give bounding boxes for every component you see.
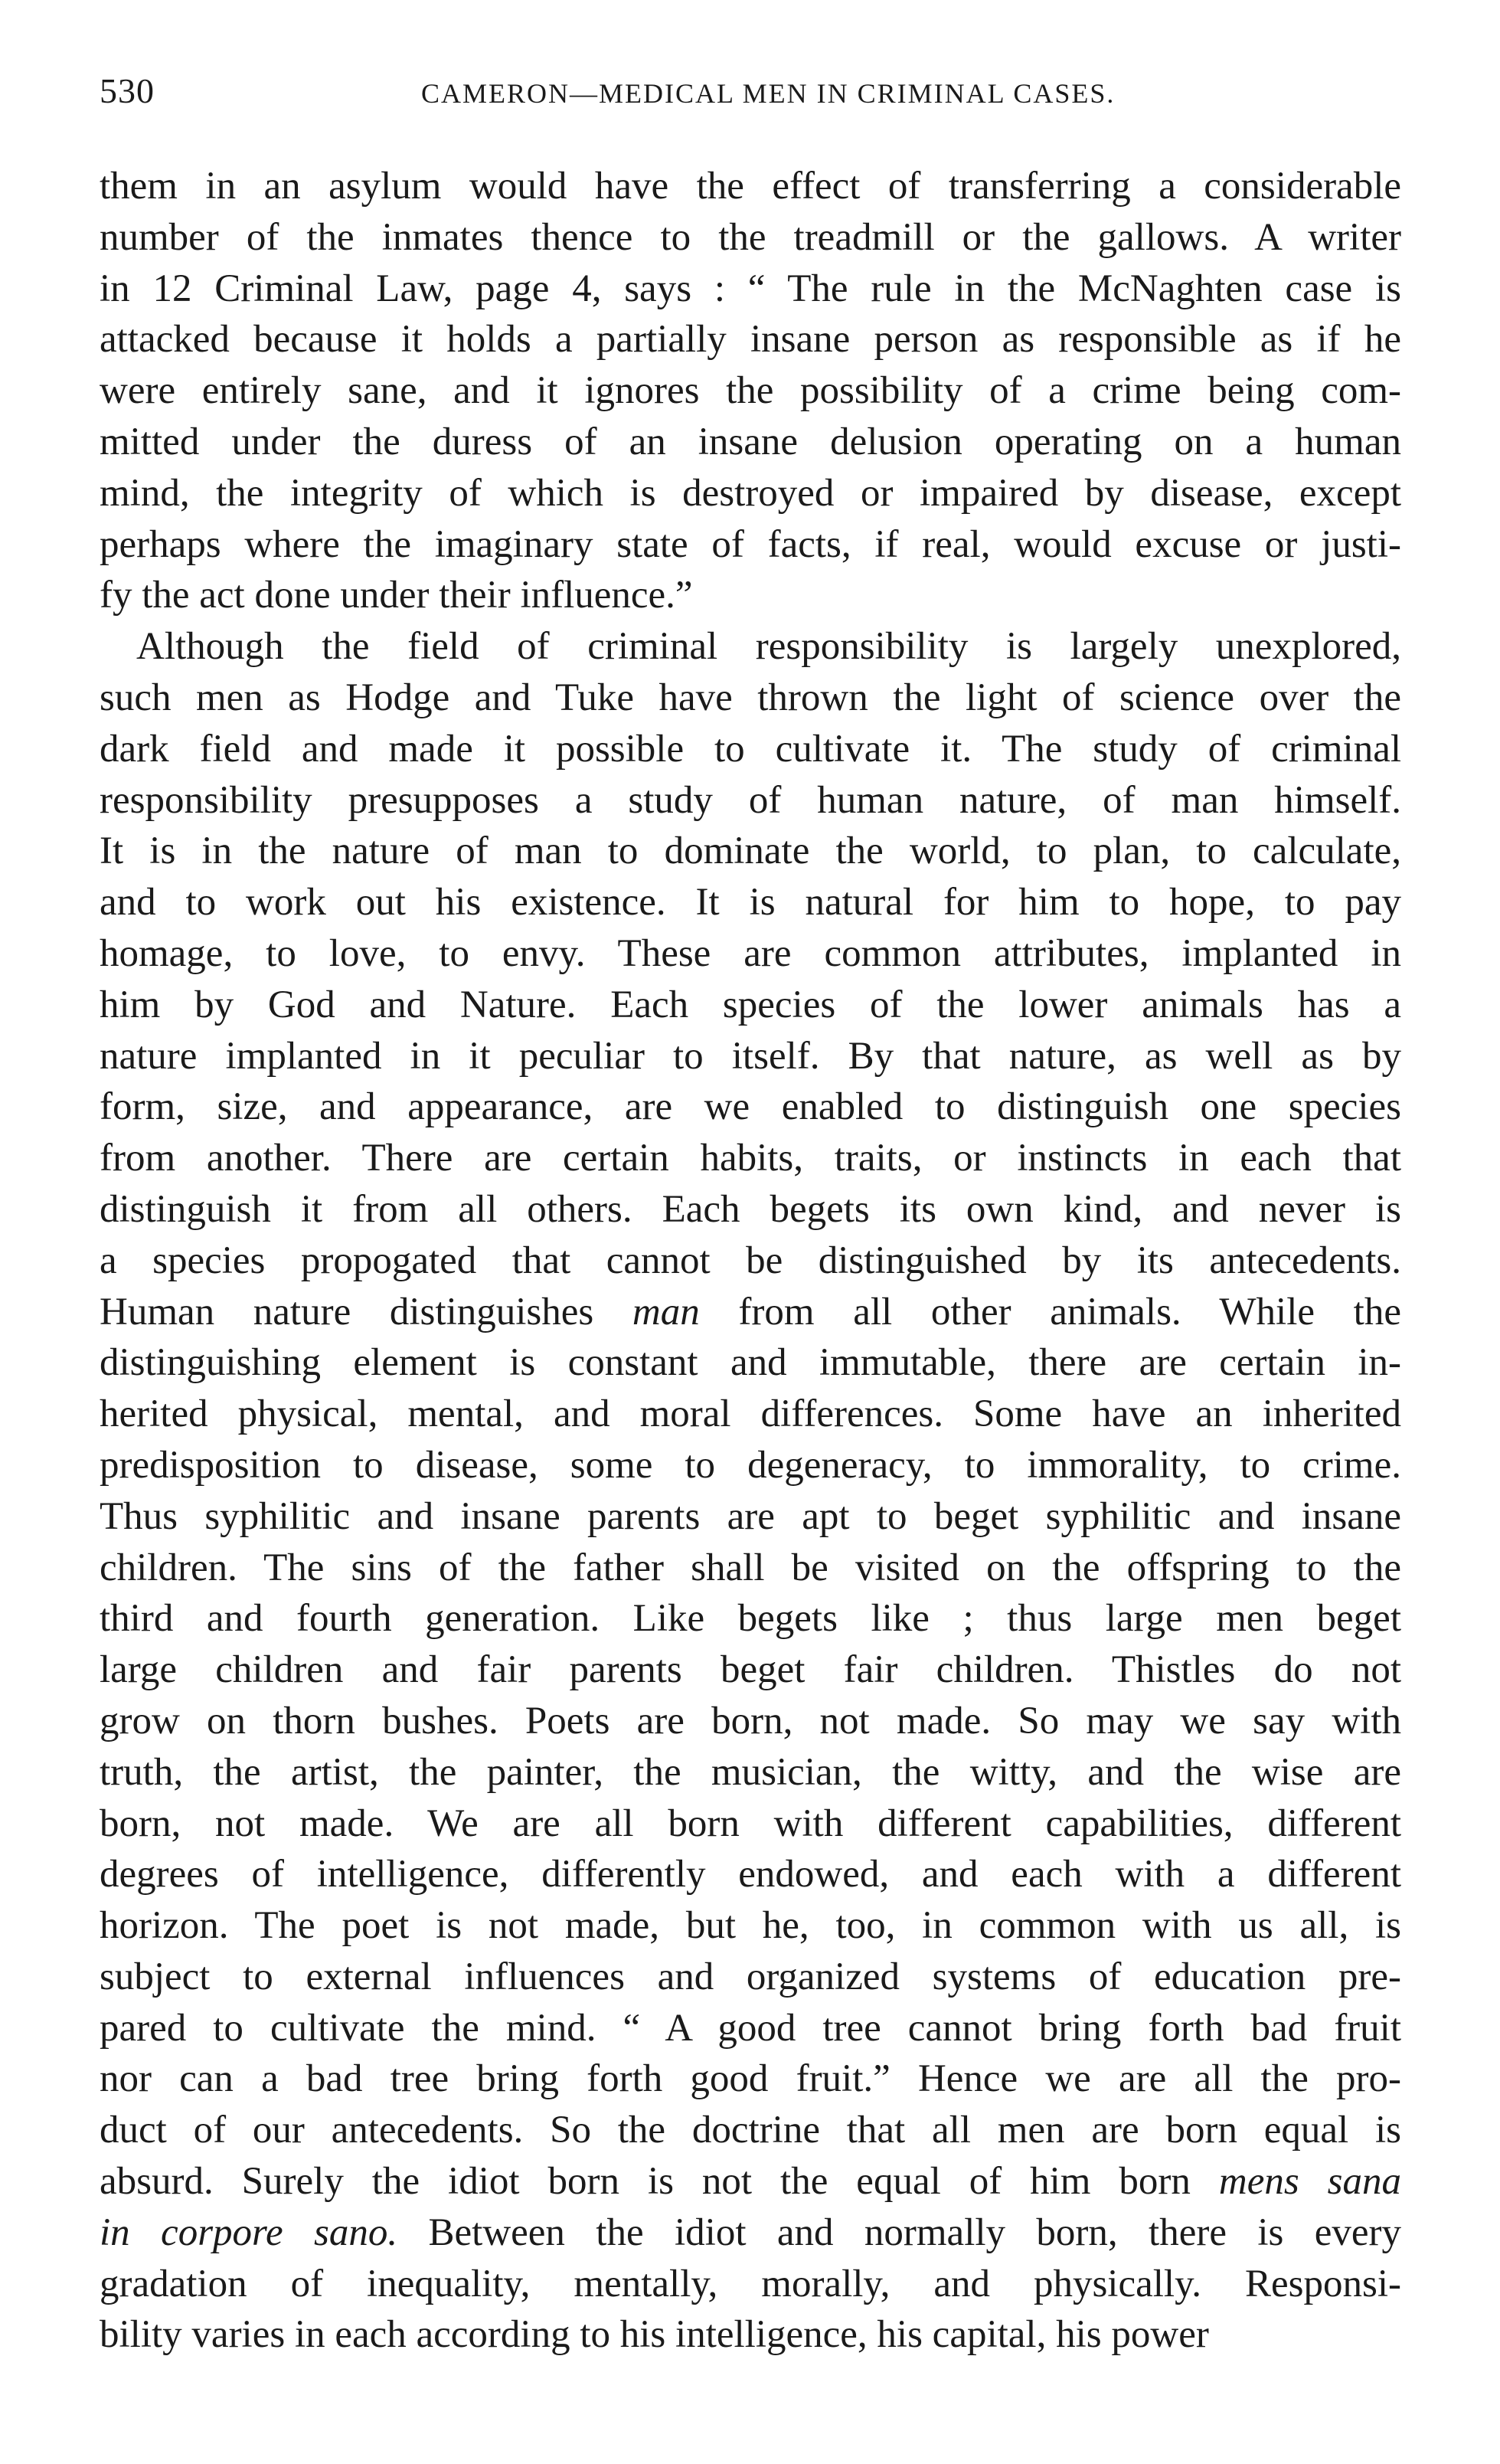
text-line: them in an asylum would have the effect of transferring a considerable <box>100 165 1401 208</box>
text-line: mind, the integrity of which is destroyed or impaired by disease, except <box>100 471 1401 515</box>
text-line: gradation of inequality, mentally, morally, and physically. Responsi- <box>100 2262 1401 2305</box>
text-line: herited physical, mental, and moral differences. Some have an inherited <box>100 1392 1401 1436</box>
body-text <box>100 161 1401 2361</box>
text-line: attacked because it holds a partially insane person as responsible as if he <box>100 318 1401 362</box>
text-line: him by God and Nature. Each species of the lower animals has a <box>100 983 1401 1026</box>
text-line: Although the field of criminal responsibility is largely unexplored, <box>136 625 1401 669</box>
text-line: fy the act done under their influence.” <box>100 574 693 617</box>
text-line: truth, the artist, the painter, the musician, the witty, and the wise are <box>100 1750 1401 1794</box>
text-line: Human nature distinguishes man from all other animals. While the <box>100 1290 1401 1333</box>
text-line: duct of our antecedents. So the doctrine that all men are born equal is <box>100 2109 1401 2152</box>
text-line: nature implanted in it peculiar to itself. By that nature, as well as by <box>100 1034 1401 1078</box>
text-line: nor can a bad tree bring forth good fruit.” Hence we are all the pro- <box>100 2057 1401 2101</box>
text-line: in 12 Criminal Law, page 4, says : “ The rule in the McNaghten case is <box>100 267 1401 310</box>
text-line: children. The sins of the father shall be visited on the offspring to the <box>100 1546 1401 1589</box>
text-line: responsibility presupposes a study of human nature, of man himself. <box>100 778 1401 822</box>
page-number: 530 <box>100 71 155 110</box>
text-line: It is in the nature of man to dominate the world, to plan, to calculate, <box>100 830 1401 873</box>
text-line: predisposition to disease, some to degeneracy, to immorality, to crime. <box>100 1443 1401 1487</box>
text-line: mitted under the duress of an insane delusion operating on a human <box>100 420 1401 463</box>
running-head <box>100 70 1340 116</box>
text-line: horizon. The poet is not made, but he, too, in common with us all, is <box>100 1904 1401 1948</box>
text-line: Thus syphilitic and insane parents are apt to beget syphilitic and insane <box>100 1494 1401 1538</box>
text-line: number of the inmates thence to the treadmill or the gallows. A writer <box>100 215 1401 259</box>
text-line: dark field and made it possible to cultivate it. The study of criminal <box>100 727 1401 771</box>
text-line: absurd. Surely the idiot born is not the equal of him born mens sana <box>100 2160 1401 2204</box>
text-line: third and fourth generation. Like begets like ; thus large men beget <box>100 1597 1401 1641</box>
text-line: in corpore sano. Between the idiot and normally born, there is every <box>100 2210 1401 2254</box>
text-line: such men as Hodge and Tuke have thrown the light of science over the <box>100 676 1401 719</box>
text-line: were entirely sane, and it ignores the possibility of a crime being com- <box>100 369 1401 413</box>
text-line: homage, to love, to envy. These are common attributes, implanted in <box>100 931 1401 975</box>
paragraph <box>100 621 1401 2361</box>
running-title: CAMERON—MEDICAL MEN IN CRIMINAL CASES. <box>421 78 1116 109</box>
text-line: distinguish it from all others. Each begets its own kind, and never is <box>100 1187 1401 1231</box>
text-line: from another. There are certain habits, traits, or instincts in each that <box>100 1137 1401 1180</box>
text-line: perhaps where the imaginary state of facts, if real, would excuse or justi- <box>100 522 1401 566</box>
text-line: and to work out his existence. It is natural for him to hope, to pay <box>100 881 1401 924</box>
text-line: grow on thorn bushes. Poets are born, not made. So may we say with <box>100 1699 1401 1742</box>
text-line: subject to external influences and organized systems of education pre- <box>100 1955 1401 1998</box>
text-line: degrees of intelligence, differently endowed, and each with a different <box>100 1853 1401 1896</box>
text-line: pared to cultivate the mind. “ A good tree cannot bring forth bad fruit <box>100 2006 1401 2050</box>
text-line: born, not made. We are all born with different capabilities, different <box>100 1801 1401 1845</box>
text-line: bility varies in each according to his intelligence, his capital, his power <box>100 2313 1209 2357</box>
text-line: distinguishing element is constant and immutable, there are certain in- <box>100 1341 1401 1385</box>
text-line: form, size, and appearance, are we enabled to distinguish one species <box>100 1085 1401 1129</box>
text-line: large children and fair parents beget fair children. Thistles do not <box>100 1648 1401 1692</box>
text-line: a species propogated that cannot be distinguished by its antecedents. <box>100 1239 1401 1282</box>
paragraph <box>100 161 1401 621</box>
